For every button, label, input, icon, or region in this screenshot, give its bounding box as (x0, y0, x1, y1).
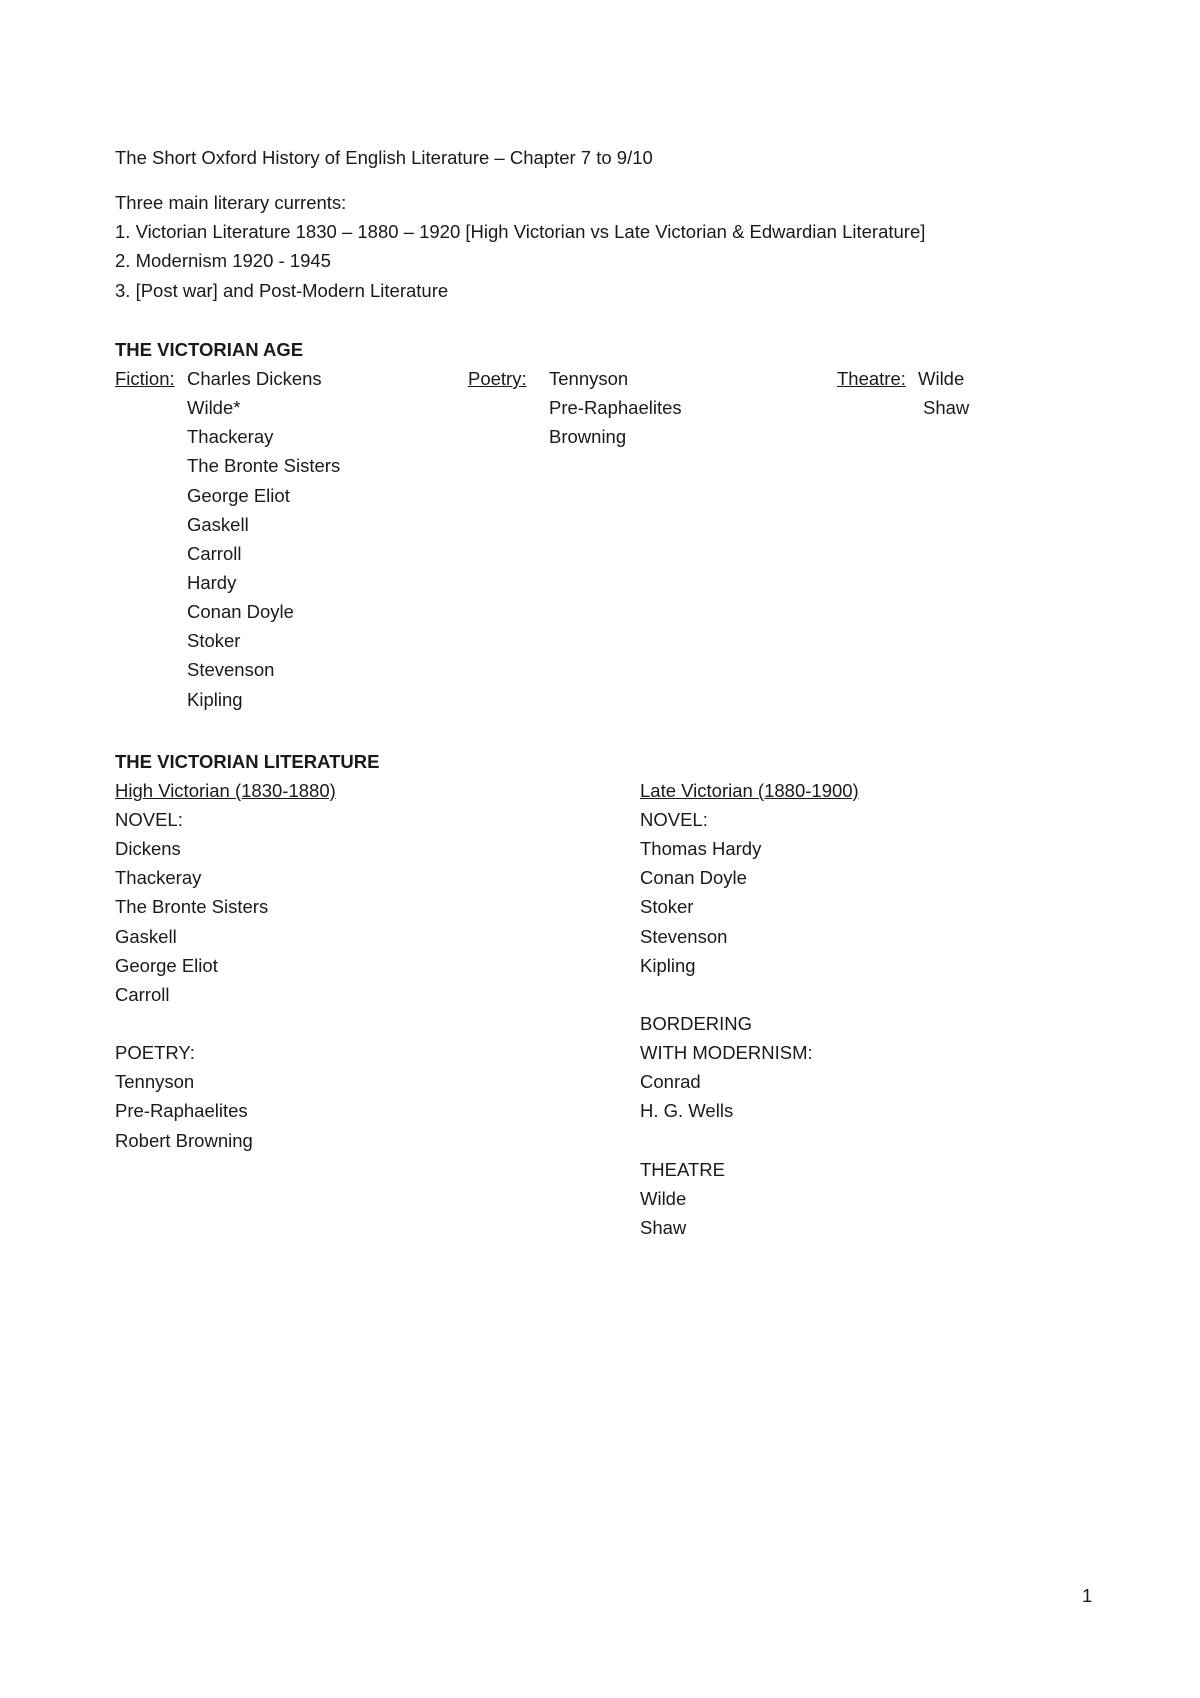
bordering-item: Conrad (640, 1071, 701, 1092)
late-novel-item: Thomas Hardy (640, 838, 762, 859)
late-novel-item: Conan Doyle (640, 867, 747, 888)
current-item: 1. Victorian Literature 1830 – 1880 – 1920 [High Victorian vs Late Victorian & Edwardian Literature] (115, 221, 926, 242)
poetry-author: Pre-Raphaelites (549, 397, 682, 418)
theatre-author: Wilde (918, 368, 965, 389)
current-item: 3. [Post war] and Post-Modern Literature (115, 280, 449, 301)
high-novel-item: George Eliot (115, 955, 218, 976)
late-novel-item: Stoker (640, 896, 694, 917)
bordering-item: H. G. Wells (640, 1100, 734, 1121)
high-novel-item: Gaskell (115, 926, 177, 947)
high-novel-item: Carroll (115, 984, 170, 1005)
victorian-literature-heading: THE VICTORIAN LITERATURE (115, 751, 380, 772)
late-theatre-item: Wilde (640, 1188, 687, 1209)
high-poetry-item: Pre-Raphaelites (115, 1100, 248, 1121)
late-victorian-label: Late Victorian (1880-1900) (640, 780, 859, 801)
late-theatre-label: THEATRE (640, 1159, 725, 1180)
fiction-author: The Bronte Sisters (187, 455, 341, 476)
fiction-author: Carroll (187, 543, 242, 564)
current-item: 2. Modernism 1920 - 1945 (115, 250, 331, 271)
fiction-author: Wilde* (187, 397, 241, 418)
high-novel-item: Dickens (115, 838, 181, 859)
fiction-author: George Eliot (187, 485, 290, 506)
fiction-author: Stevenson (187, 659, 275, 680)
high-novel-item: The Bronte Sisters (115, 896, 269, 917)
high-novel-item: Thackeray (115, 867, 202, 888)
high-novel-label: NOVEL: (115, 809, 183, 830)
fiction-author: Thackeray (187, 426, 274, 447)
poetry-label: Poetry: (468, 368, 527, 389)
late-novel-label: NOVEL: (640, 809, 708, 830)
high-victorian-label: High Victorian (1830-1880) (115, 780, 336, 801)
fiction-author: Stoker (187, 630, 241, 651)
late-novel-item: Kipling (640, 955, 696, 976)
poetry-author: Browning (549, 426, 627, 447)
fiction-author: Kipling (187, 689, 243, 710)
page-number: 1 (1082, 1585, 1093, 1606)
high-poetry-item: Robert Browning (115, 1130, 253, 1151)
fiction-label: Fiction: (115, 368, 175, 389)
fiction-author: Charles Dickens (187, 368, 322, 389)
fiction-author: Hardy (187, 572, 237, 593)
high-poetry-item: Tennyson (115, 1071, 195, 1092)
bordering-label: WITH MODERNISM: (640, 1042, 813, 1063)
victorian-age-heading: THE VICTORIAN AGE (115, 339, 304, 360)
fiction-author: Conan Doyle (187, 601, 294, 622)
late-novel-item: Stevenson (640, 926, 728, 947)
poetry-author: Tennyson (549, 368, 629, 389)
bordering-label: BORDERING (640, 1013, 753, 1034)
fiction-author: Gaskell (187, 514, 249, 535)
theatre-author: Shaw (923, 397, 970, 418)
theatre-label: Theatre: (837, 368, 906, 389)
high-poetry-label: POETRY: (115, 1042, 195, 1063)
document-title: The Short Oxford History of English Literature – Chapter 7 to 9/10 (115, 147, 653, 168)
currents-intro: Three main literary currents: (115, 192, 347, 213)
late-theatre-item: Shaw (640, 1217, 687, 1238)
